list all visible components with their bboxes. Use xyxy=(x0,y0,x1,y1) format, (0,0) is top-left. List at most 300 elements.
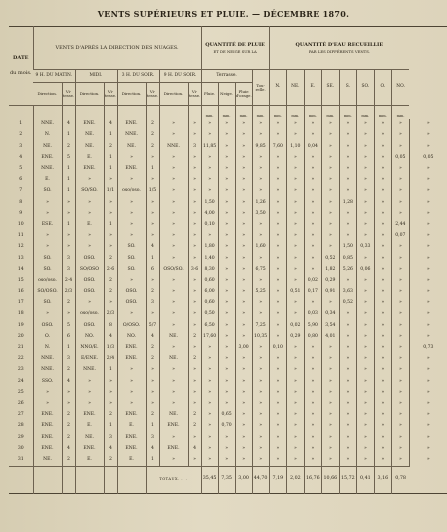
table-cell: » xyxy=(269,421,287,432)
day-cell: 22 xyxy=(17,356,24,362)
table-cell: 2·4 xyxy=(62,276,75,287)
units-row xyxy=(9,106,447,120)
table-cell: » xyxy=(33,388,62,399)
table-cell: » xyxy=(322,119,340,130)
table-cell: » xyxy=(392,175,410,186)
total-cell: 16,76 xyxy=(304,466,322,493)
table-cell: » xyxy=(188,320,201,331)
table-cell: » xyxy=(304,354,322,365)
header-wind-o: O. xyxy=(374,70,392,106)
table-cell: 4,00 xyxy=(201,209,218,220)
table-cell: » xyxy=(252,399,269,410)
table-cell: » xyxy=(409,354,447,365)
table-cell: » xyxy=(33,309,62,320)
table-cell: » xyxy=(218,388,235,399)
table-cell: » xyxy=(357,432,375,443)
table-cell: » xyxy=(322,399,340,410)
table-cell: » xyxy=(269,197,287,208)
table-cell: » xyxy=(304,130,322,141)
table-row xyxy=(9,220,447,231)
table-cell: » xyxy=(357,175,375,186)
table-cell: » xyxy=(374,410,392,421)
table-cell: » xyxy=(339,410,357,421)
table-row xyxy=(9,287,447,298)
table-cell: » xyxy=(75,376,104,387)
table-cell: 2 xyxy=(188,421,201,432)
table-cell: » xyxy=(409,209,447,220)
table-cell: 4 xyxy=(104,443,117,454)
table-cell: » xyxy=(287,276,305,287)
table-cell: » xyxy=(287,264,305,275)
table-cell: » xyxy=(409,298,447,309)
table-cell: 2 xyxy=(62,410,75,421)
table-cell: 0,50 xyxy=(201,309,218,320)
table-cell: » xyxy=(357,141,375,152)
table-cell: » xyxy=(269,119,287,130)
table-cell: » xyxy=(146,276,159,287)
table-cell: 1,10 xyxy=(287,141,305,152)
table-cell: » xyxy=(357,220,375,231)
table-cell: 8,30 xyxy=(201,264,218,275)
table-cell: » xyxy=(269,332,287,343)
table-cell: 1,60 xyxy=(252,242,269,253)
table-cell: » xyxy=(146,309,159,320)
table-cell: » xyxy=(146,231,159,242)
table-cell: 3 xyxy=(104,432,117,443)
table-cell: 7,25 xyxy=(252,320,269,331)
table-cell: » xyxy=(252,186,269,197)
day-cell: 17 xyxy=(17,300,24,306)
table-cell: » xyxy=(357,298,375,309)
table-cell: » xyxy=(33,399,62,410)
table-cell: » xyxy=(287,455,305,467)
table-cell: » xyxy=(374,220,392,231)
table-cell: » xyxy=(159,388,188,399)
table-cell: N. xyxy=(33,130,62,141)
table-cell: » xyxy=(117,175,146,186)
table-cell: » xyxy=(188,197,201,208)
table-cell: » xyxy=(409,197,447,208)
table-cell: » xyxy=(252,432,269,443)
table-cell: 2,44 xyxy=(392,220,410,231)
header-wind-se: SE. xyxy=(322,70,340,106)
table-cell: » xyxy=(392,197,410,208)
table-cell: » xyxy=(392,298,410,309)
table-cell: » xyxy=(235,320,252,331)
table-cell: » xyxy=(374,186,392,197)
table-cell: ENE. xyxy=(33,443,62,454)
table-cell: NNE. xyxy=(33,365,62,376)
table-cell: 5 xyxy=(62,320,75,331)
table-cell: » xyxy=(322,388,340,399)
table-cell: 1 xyxy=(146,253,159,264)
table-cell: » xyxy=(218,186,235,197)
table-cell: » xyxy=(322,231,340,242)
table-cell: » xyxy=(269,388,287,399)
table-cell: 2 xyxy=(146,287,159,298)
table-cell: » xyxy=(287,209,305,220)
table-cell: 3 xyxy=(188,141,201,152)
table-cell: » xyxy=(159,153,188,164)
day-cell: 18 xyxy=(17,311,24,317)
table-row xyxy=(9,309,447,320)
table-cell: » xyxy=(269,455,287,467)
table-cell: » xyxy=(374,399,392,410)
table-cell: » xyxy=(304,231,322,242)
table-cell: » xyxy=(357,320,375,331)
table-cell: 1 xyxy=(62,220,75,231)
table-cell: » xyxy=(374,119,392,130)
table-cell: » xyxy=(357,354,375,365)
table-cell: » xyxy=(235,141,252,152)
page-title: VENTS SUPÉRIEURS ET PLUIE. — DÉCEMBRE 1870. xyxy=(97,9,350,19)
table-cell: » xyxy=(409,186,447,197)
table-cell: E/ENE. xyxy=(75,354,104,365)
table-cell: » xyxy=(392,119,410,130)
header-3h-evening: 3 H. DU SOIR. xyxy=(117,70,159,83)
table-cell: » xyxy=(339,376,357,387)
table-cell: » xyxy=(322,410,340,421)
table-cell: » xyxy=(269,399,287,410)
table-row xyxy=(9,432,447,443)
table-cell: » xyxy=(339,119,357,130)
table-cell: » xyxy=(357,421,375,432)
table-cell: ENE. xyxy=(117,410,146,421)
table-cell: 0,60 xyxy=(201,298,218,309)
table-cell: » xyxy=(252,231,269,242)
table-cell: » xyxy=(235,410,252,421)
table-cell: » xyxy=(104,175,117,186)
table-row xyxy=(9,298,447,309)
table-cell: » xyxy=(218,253,235,264)
table-cell: ENE. xyxy=(75,443,104,454)
table-cell: NE. xyxy=(33,455,62,467)
header-wind-n: N. xyxy=(269,70,287,106)
table-cell: » xyxy=(188,119,201,130)
table-cell: 1 xyxy=(104,421,117,432)
table-cell: » xyxy=(218,276,235,287)
table-cell: 5,90 xyxy=(304,320,322,331)
table-body xyxy=(9,106,447,467)
table-cell: » xyxy=(392,164,410,175)
table-cell: 1 xyxy=(146,164,159,175)
table-cell: » xyxy=(357,276,375,287)
table-cell: 2/3 xyxy=(62,287,75,298)
table-cell: » xyxy=(357,209,375,220)
table-cell: » xyxy=(235,197,252,208)
day-cell: 25 xyxy=(17,389,24,395)
table-row xyxy=(9,320,447,331)
table-cell: » xyxy=(218,365,235,376)
table-cell: » xyxy=(409,220,447,231)
table-cell: E. xyxy=(75,421,104,432)
table-cell: NE. xyxy=(159,410,188,421)
table-cell: » xyxy=(304,399,322,410)
table-cell: » xyxy=(339,130,357,141)
table-cell: » xyxy=(339,443,357,454)
table-cell: 1/3 xyxy=(104,343,117,354)
table-cell: » xyxy=(339,455,357,467)
table-cell: » xyxy=(357,332,375,343)
table-cell: NNE. xyxy=(33,119,62,130)
table-cell: » xyxy=(339,186,357,197)
table-cell: » xyxy=(235,276,252,287)
table-cell: » xyxy=(287,153,305,164)
table-row xyxy=(9,410,447,421)
table-cell: » xyxy=(392,264,410,275)
table-cell: » xyxy=(304,264,322,275)
table-cell: » xyxy=(269,130,287,141)
table-cell: » xyxy=(304,343,322,354)
table-cell: » xyxy=(188,309,201,320)
table-cell: » xyxy=(357,231,375,242)
table-cell: SO. xyxy=(117,253,146,264)
table-cell: 3,50 xyxy=(252,209,269,220)
table-cell: » xyxy=(252,365,269,376)
table-cell: » xyxy=(374,153,392,164)
unit-label: mm. xyxy=(287,106,305,120)
table-cell: » xyxy=(159,309,188,320)
table-cell: » xyxy=(235,287,252,298)
header-noon: MIDI. xyxy=(75,70,117,83)
table-cell: » xyxy=(62,388,75,399)
unit-label: mm. xyxy=(339,106,357,120)
unit-label: mm. xyxy=(357,106,375,120)
table-cell: » xyxy=(75,242,104,253)
table-cell: » xyxy=(117,399,146,410)
table-cell: 2 xyxy=(188,410,201,421)
unit-label: mm. xyxy=(322,106,340,120)
table-cell: 0,05 xyxy=(409,153,447,164)
table-cell: 2/4 xyxy=(104,354,117,365)
table-cell: » xyxy=(188,231,201,242)
unit-label: mm. xyxy=(201,106,218,120)
table-cell: » xyxy=(287,253,305,264)
table-cell: » xyxy=(322,141,340,152)
table-cell: » xyxy=(287,242,305,253)
header-neige: Neige. xyxy=(218,83,235,106)
header-vitesse: Vi- tesse. xyxy=(146,83,159,106)
table-cell: » xyxy=(75,175,104,186)
table-cell: » xyxy=(252,354,269,365)
table-cell: » xyxy=(322,432,340,443)
table-cell: » xyxy=(357,443,375,454)
table-cell: » xyxy=(201,455,218,467)
table-row xyxy=(9,242,447,253)
table-cell: » xyxy=(218,130,235,141)
table-cell: » xyxy=(75,209,104,220)
table-cell: 4 xyxy=(146,443,159,454)
table-cell: » xyxy=(322,153,340,164)
table-cell: » xyxy=(235,264,252,275)
table-cell: » xyxy=(269,354,287,365)
table-cell: » xyxy=(409,309,447,320)
unit-label: mm. xyxy=(304,106,322,120)
table-cell: » xyxy=(269,186,287,197)
table-cell: NE. xyxy=(75,141,104,152)
table-cell: » xyxy=(159,276,188,287)
table-cell: ENE. xyxy=(117,343,146,354)
table-cell: » xyxy=(269,432,287,443)
table-cell: » xyxy=(409,443,447,454)
table-cell: NNE. xyxy=(159,141,188,152)
table-cell: » xyxy=(188,388,201,399)
table-cell: 3 xyxy=(146,432,159,443)
table-row xyxy=(9,141,447,152)
table-cell: 6,50 xyxy=(201,320,218,331)
table-cell: » xyxy=(392,186,410,197)
table-cell: » xyxy=(146,376,159,387)
table-cell: » xyxy=(159,242,188,253)
table-cell: » xyxy=(62,242,75,253)
table-cell: » xyxy=(269,443,287,454)
table-cell: ENE. xyxy=(117,432,146,443)
table-cell: » xyxy=(322,186,340,197)
table-cell: » xyxy=(235,421,252,432)
table-cell: » xyxy=(304,421,322,432)
table-cell: » xyxy=(409,242,447,253)
table-cell: » xyxy=(235,388,252,399)
table-cell: » xyxy=(269,175,287,186)
table-cell: 1,40 xyxy=(201,253,218,264)
table-cell: O/OSO. xyxy=(117,320,146,331)
table-cell: » xyxy=(322,220,340,231)
table-cell: 4 xyxy=(62,119,75,130)
table-cell: » xyxy=(269,242,287,253)
table-cell: » xyxy=(159,209,188,220)
table-cell: » xyxy=(218,455,235,467)
table-cell: 5,26 xyxy=(339,264,357,275)
table-cell: » xyxy=(304,410,322,421)
table-cell: » xyxy=(409,287,447,298)
table-cell: SO. xyxy=(33,186,62,197)
table-cell: » xyxy=(201,432,218,443)
table-cell: » xyxy=(392,253,410,264)
table-cell: 1 xyxy=(62,343,75,354)
table-cell: » xyxy=(374,309,392,320)
day-cell: 30 xyxy=(17,445,24,451)
table-cell: » xyxy=(159,197,188,208)
table-row xyxy=(9,455,447,467)
table-cell: » xyxy=(357,343,375,354)
table-cell: 1 xyxy=(62,175,75,186)
table-cell: » xyxy=(62,399,75,410)
table-cell: NE. xyxy=(117,141,146,152)
table-cell: » xyxy=(374,231,392,242)
table-cell: 1,28 xyxy=(339,197,357,208)
table-cell: » xyxy=(357,130,375,141)
table-cell: » xyxy=(252,276,269,287)
table-cell: 0,80 xyxy=(304,332,322,343)
table-cell: E. xyxy=(33,175,62,186)
table-cell: » xyxy=(322,343,340,354)
table-row xyxy=(9,354,447,365)
day-cell: 16 xyxy=(17,289,24,295)
table-cell: ENE. xyxy=(33,410,62,421)
table-cell: » xyxy=(252,343,269,354)
table-cell: » xyxy=(252,220,269,231)
table-cell: NE. xyxy=(159,354,188,365)
table-cell: 2 xyxy=(104,253,117,264)
table-cell: » xyxy=(252,421,269,432)
table-cell: » xyxy=(339,164,357,175)
table-cell: » xyxy=(188,343,201,354)
table-cell: » xyxy=(374,164,392,175)
table-cell: 4 xyxy=(62,443,75,454)
table-cell: » xyxy=(201,119,218,130)
table-cell: 17,60 xyxy=(201,332,218,343)
table-cell: 7,60 xyxy=(269,141,287,152)
table-cell: » xyxy=(409,410,447,421)
table-cell: » xyxy=(188,153,201,164)
table-cell: » xyxy=(146,388,159,399)
table-cell: E. xyxy=(75,220,104,231)
table-cell: oso/oso. xyxy=(75,309,104,320)
table-cell: ENE. xyxy=(117,354,146,365)
table-cell: » xyxy=(159,175,188,186)
table-cell: » xyxy=(392,455,410,467)
table-cell: » xyxy=(269,320,287,331)
table-cell: NNE. xyxy=(33,354,62,365)
table-row xyxy=(9,365,447,376)
data-table-sheet xyxy=(9,26,447,532)
table-cell: 6,75 xyxy=(252,264,269,275)
table-cell: 0,85 xyxy=(339,253,357,264)
table-cell: » xyxy=(75,231,104,242)
header-direction: Direction. xyxy=(75,83,104,106)
table-cell: 2 xyxy=(62,365,75,376)
day-cell: 6 xyxy=(19,177,23,183)
table-cell: » xyxy=(159,119,188,130)
table-cell: NO. xyxy=(75,332,104,343)
table-cell: SSO. xyxy=(33,376,62,387)
table-cell: 6 xyxy=(62,332,75,343)
day-cell: 13 xyxy=(17,255,24,261)
table-cell: » xyxy=(235,298,252,309)
table-cell: » xyxy=(374,264,392,275)
table-cell: 2 xyxy=(104,141,117,152)
table-cell: » xyxy=(218,264,235,275)
table-cell: OSO. xyxy=(117,298,146,309)
total-cell: 15,72 xyxy=(339,466,357,493)
table-cell: » xyxy=(75,388,104,399)
table-row xyxy=(9,343,447,354)
table-cell: » xyxy=(104,242,117,253)
table-cell: » xyxy=(218,376,235,387)
table-cell: » xyxy=(252,130,269,141)
table-cell: 2 xyxy=(104,410,117,421)
table-cell: » xyxy=(409,175,447,186)
table-row xyxy=(9,209,447,220)
table-cell: 2 xyxy=(146,141,159,152)
table-cell: » xyxy=(269,376,287,387)
table-cell: » xyxy=(392,410,410,421)
table-row xyxy=(9,276,447,287)
header-wind-no: NO. xyxy=(392,70,410,106)
table-cell: » xyxy=(218,175,235,186)
table-cell: » xyxy=(322,175,340,186)
table-cell: » xyxy=(287,343,305,354)
table-cell: » xyxy=(392,287,410,298)
table-cell: » xyxy=(269,164,287,175)
table-cell: 0,03 xyxy=(304,309,322,320)
table-cell: » xyxy=(159,432,188,443)
table-cell: » xyxy=(201,186,218,197)
table-cell: » xyxy=(159,343,188,354)
table-row xyxy=(9,264,447,275)
table-cell: 2 xyxy=(146,410,159,421)
table-cell: OSO. xyxy=(75,253,104,264)
